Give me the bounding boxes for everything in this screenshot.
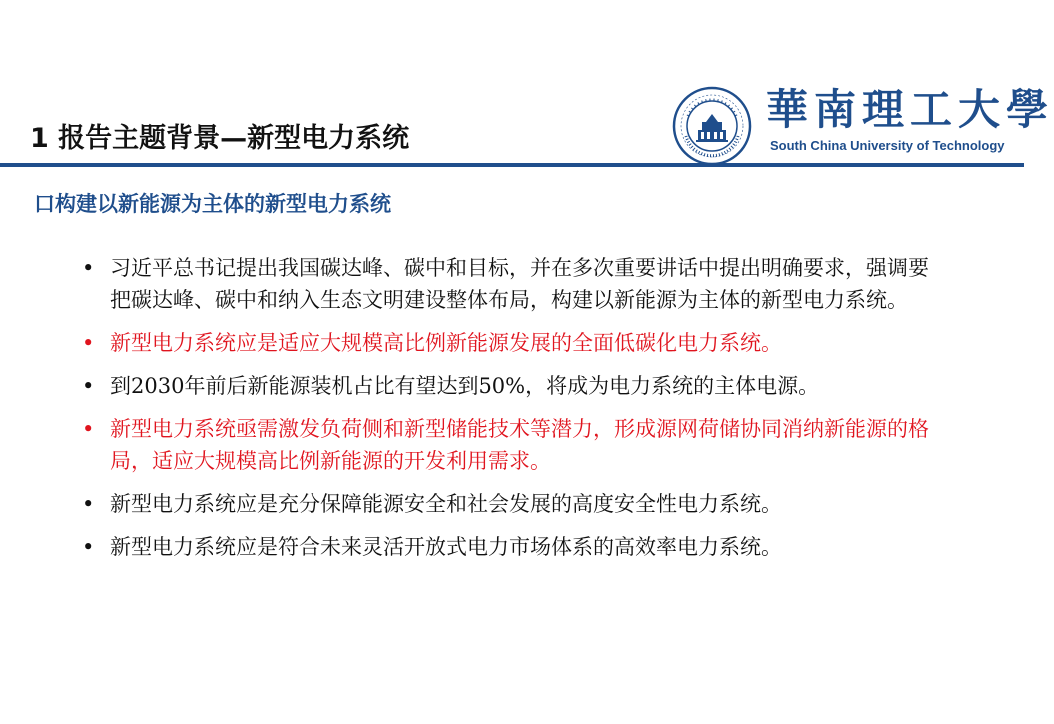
slide-title: 1 报告主题背景—新型电力系统: [30, 123, 410, 154]
bullet-marker: •: [82, 374, 95, 398]
bullet-text: 习近平总书记提出我国碳达峰、碳中和目标，并在多次重要讲话中提出明确要求，强调要把碳达峰、碳中和纳入生态文明建设整体布局，构建以新能源为主体的新型电力系统。: [110, 256, 929, 312]
bullet-text: 新型电力系统应是充分保障能源安全和社会发展的高度安全性电力系统。: [110, 492, 782, 516]
university-seal-icon: [672, 86, 752, 166]
bullet-item: [82, 370, 942, 402]
bullet-item: [82, 252, 942, 316]
bullet-text: 新型电力系统应是符合未来灵活开放式电力市场体系的高效率电力系统。: [110, 535, 782, 559]
bullet-marker: •: [82, 417, 95, 441]
bullet-item: [82, 488, 942, 520]
university-name-cn: 華南理工大學: [766, 85, 1054, 134]
bullet-marker: •: [82, 492, 95, 516]
bullet-marker: •: [82, 331, 95, 355]
bullet-list: [82, 252, 942, 574]
university-name-en: South China University of Technology: [770, 138, 1005, 153]
bullet-item-highlight: [82, 413, 942, 477]
bullet-item: [82, 531, 942, 563]
bullet-item-highlight: [82, 327, 942, 359]
university-logo: [672, 80, 1054, 165]
bullet-marker: •: [82, 256, 95, 280]
bullet-text: 到2030年前后新能源装机占比有望达到50%，将成为电力系统的主体电源。: [110, 374, 820, 398]
bullet-text: 新型电力系统亟需激发负荷侧和新型储能技术等潜力，形成源网荷储协同消纳新能源的格局，适应大规模高比例新能源的开发利用需求。: [110, 417, 929, 473]
bullet-marker: •: [82, 535, 95, 559]
section-subheading: 口构建以新能源为主体的新型电力系统: [34, 192, 391, 216]
bullet-text: 新型电力系统应是适应大规模高比例新能源发展的全面低碳化电力系统。: [110, 331, 782, 355]
